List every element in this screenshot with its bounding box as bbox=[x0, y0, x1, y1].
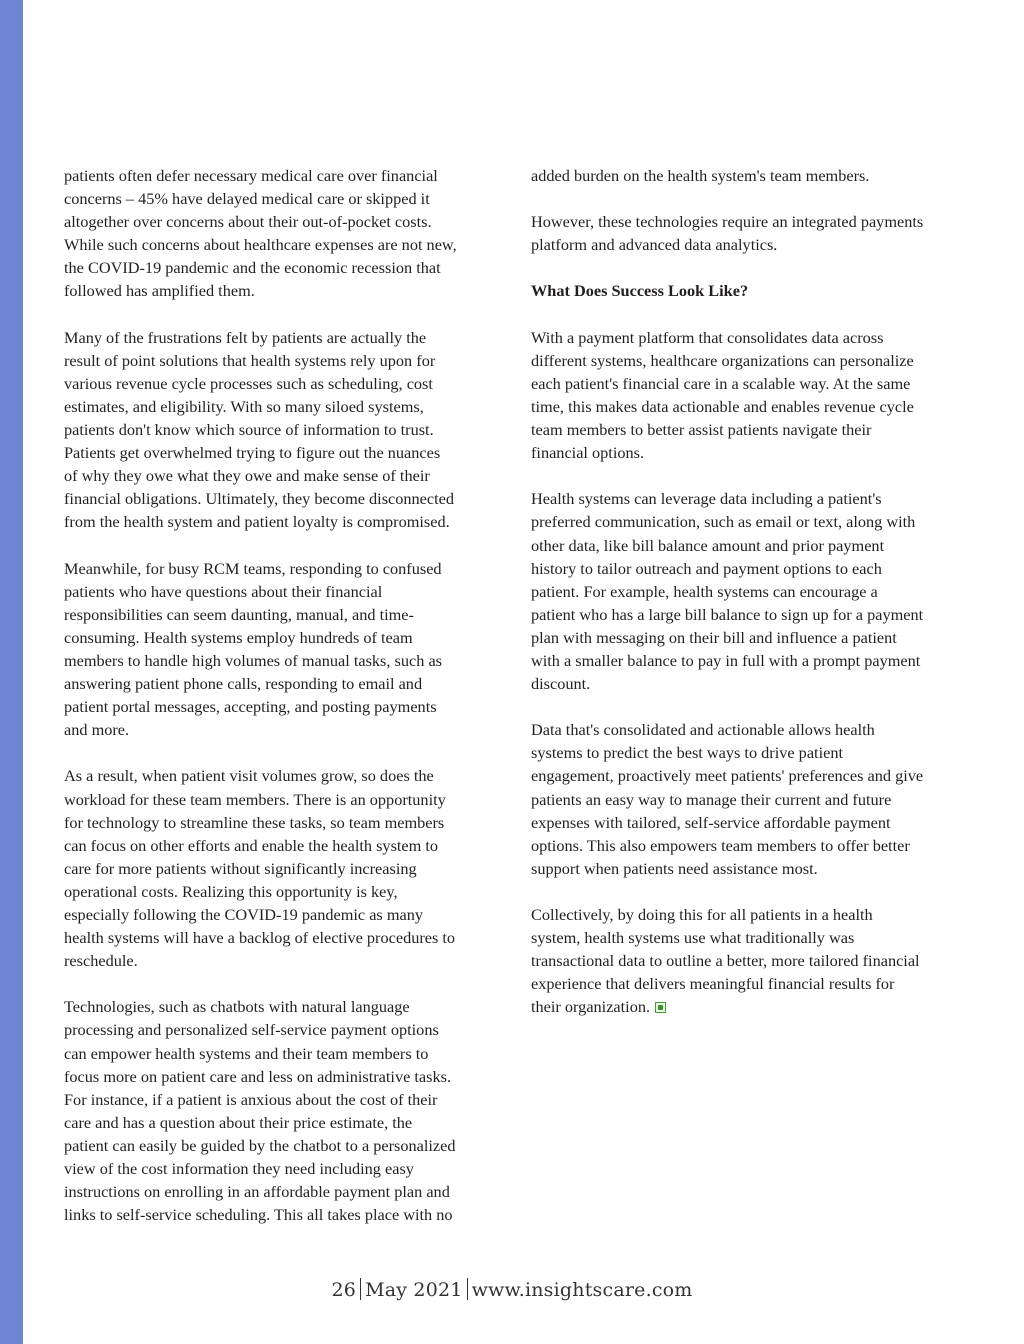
left-column bbox=[64, 164, 496, 1249]
right-paragraph-4: Health systems can leverage data including a patient's preferred communication, such as email or text, along with other data, like bill balance amount and prior payment history to tailor outreach and payment options to each patient. For example, health systems can encourage a patient who has a large bill balance to sign up for a payment plan with messaging on their bill and influence a patient with a smaller balance to pay in full with a prompt payment discount. bbox=[531, 489, 924, 694]
right-paragraph-6-text: Collectively, by doing this for all patients in a health system, health systems use what traditionally was transactional data to outline a better, more tailored financial experience that delivers meaningful financial results for their organization. bbox=[531, 905, 920, 1017]
footer-separator bbox=[467, 1278, 468, 1300]
right-paragraph-1: added burden on the health system's team members. bbox=[531, 166, 870, 185]
page-number: 26 bbox=[331, 1279, 357, 1301]
issue-date: May 2021 bbox=[365, 1279, 463, 1301]
left-paragraph-1: patients often defer necessary medical care over financial concerns – 45% have delayed medical care or skipped it altogether over concerns about their out-of-pocket costs. While such concerns about healthcare expenses are not new, the COVID-19 pandemic and the economic recession that followed has amplified them. bbox=[64, 166, 457, 301]
right-paragraph-2: However, these technologies require an integrated payments platform and advanced data analytics. bbox=[531, 212, 924, 255]
left-paragraph-3: Meanwhile, for busy RCM teams, responding to confused patients who have questions about their financial responsibilities can seem daunting, manual, and time- consuming. Health systems employ hundreds of team members to handle high volumes of manual tasks, such as answering patient phone calls, responding to email and patient portal messages, accepting, and posting payments and more. bbox=[64, 558, 443, 740]
right-column bbox=[531, 164, 967, 1042]
right-paragraph-6 bbox=[531, 903, 967, 1018]
footer-separator bbox=[360, 1278, 361, 1300]
side-accent-bar bbox=[0, 0, 23, 1344]
left-paragraph-5: Technologies, such as chatbots with natural language processing and personalized self-service payment options can empower health systems and their team members to focus more on patient care and less on administrative tasks. For instance, if a patient is anxious about the cost of their care and has a question about their price estimate, the patient can easily be guided by the chatbot to a personalized view of the cost information they need including easy instructions on enrolling in an affordable payment plan and links to self-service scheduling. This all takes place with no bbox=[64, 997, 456, 1225]
website-link[interactable]: www.insightscare.com bbox=[471, 1279, 693, 1301]
page-footer bbox=[0, 1278, 1024, 1301]
left-paragraph-2: Many of the frustrations felt by patients are actually the result of point solutions that health systems rely upon for various revenue cycle processes such as scheduling, cost estimates, and eligibility. With so many siloed systems, patients don't know which source of information to trust. Patients get overwhelmed trying to figure out the nuances of why they owe what they owe and make sense of their financial obligations. Ultimately, they become disconnected from the health system and patient loyalty is compromised. bbox=[64, 327, 455, 532]
right-paragraph-3: With a payment platform that consolidates data across different systems, healthcare organizations can personalize each patient's financial care in a scalable way. At the same time, this makes data actionable and enables revenue cycle team members to better assist patients navigate their financial options. bbox=[531, 327, 914, 463]
left-paragraph-4: As a result, when patient visit volumes grow, so does the workload for these team members. There is an opportunity for technology to streamline these tasks, so team members can focus on other efforts and enable the health system to care for more patients without significantly increasing operational costs. Realizing this opportunity is key, especially following the COVID-19 pandemic as many health systems will have a backlog of elective procedures to reschedule. bbox=[64, 766, 456, 971]
right-paragraph-5: Data that's consolidated and actionable allows health systems to predict the best ways to drive patient engagement, proactively meet patients' preferences and give patients an easy way to manage their current and future expenses with tailored, self-service affordable payment options. This also empowers team members to offer better support when patients need assistance most. bbox=[531, 720, 924, 878]
article-end-icon bbox=[655, 1002, 666, 1013]
section-heading: What Does Success Look Like? bbox=[531, 281, 749, 301]
